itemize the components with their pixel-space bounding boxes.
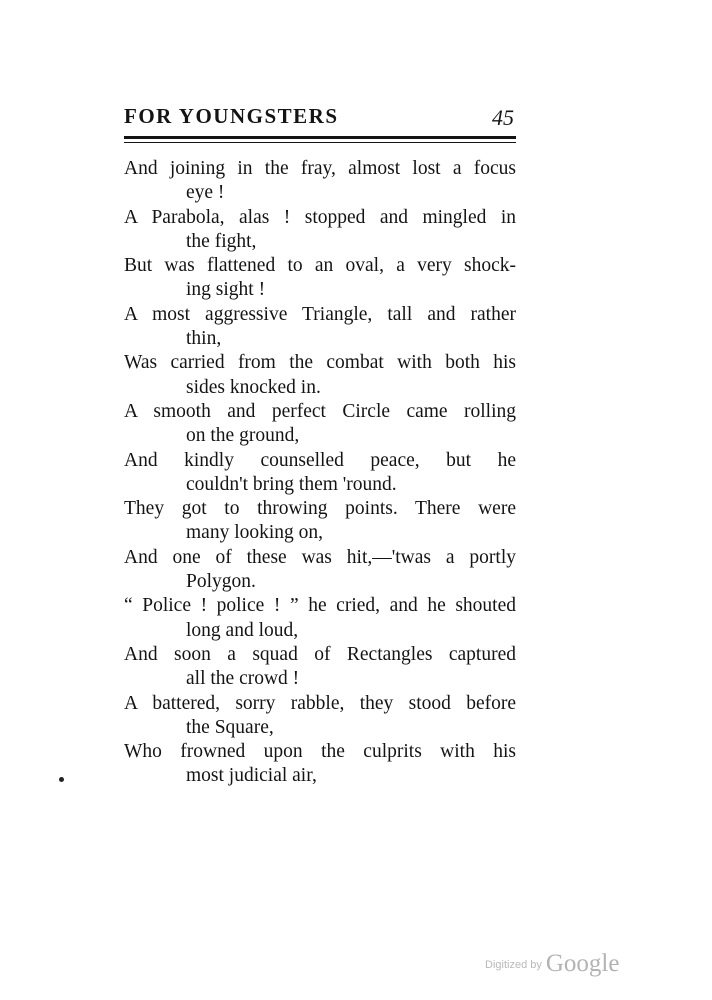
page-header <box>124 104 514 134</box>
poem-line-continuation: the Square, <box>186 716 274 738</box>
poem-line-continuation: most judicial air, <box>186 765 317 787</box>
poem-line: “ Police ! police ! ” he cried, and he shouted <box>124 595 516 617</box>
poem-body <box>124 157 516 789</box>
watermark-prefix: Digitized by <box>485 959 542 971</box>
poem-line: But was flattened to an oval, a very shock- <box>124 255 516 277</box>
poem-line-continuation: long and loud, <box>186 619 299 641</box>
header-rule-thin <box>124 142 516 143</box>
poem-line: A Parabola, alas ! stopped and mingled in <box>124 206 516 228</box>
poem-line: And kindly counselled peace, but he <box>124 449 516 471</box>
header-rule-thick <box>124 136 516 139</box>
poem-line-continuation: Polygon. <box>186 571 256 593</box>
poem-line-continuation: on the ground, <box>186 425 300 447</box>
poem-line: A battered, sorry rabble, they stood before <box>124 692 516 714</box>
page-number: 45 <box>492 105 514 130</box>
google-logo: Google <box>545 950 620 977</box>
poem-line: Who frowned upon the culprits with his <box>124 741 516 763</box>
poem-line: And joining in the fray, almost lost a focus <box>124 158 516 179</box>
poem-line-continuation: couldn't bring them 'round. <box>186 473 397 495</box>
poem-line-continuation: all the crowd ! <box>186 668 300 690</box>
poem-line-continuation: thin, <box>186 328 222 350</box>
poem-line-continuation: many looking on, <box>186 522 324 544</box>
running-head: FOR YOUNGSTERS <box>124 104 339 128</box>
poem-line: A most aggressive Triangle, tall and rather <box>124 303 516 325</box>
digitized-watermark <box>485 950 619 978</box>
poem-line-continuation: ing sight ! <box>186 279 266 301</box>
poem-line: And one of these was hit,—'twas a portly <box>124 546 516 568</box>
poem-line: A smooth and perfect Circle came rolling <box>124 400 516 422</box>
poem-line: And soon a squad of Rectangles captured <box>124 643 516 665</box>
poem-line-continuation: the fight, <box>186 230 257 252</box>
poem-line-continuation: sides knocked in. <box>186 376 321 398</box>
poem-line-continuation: eye ! <box>186 182 225 204</box>
ink-speck <box>59 777 64 782</box>
poem-line: Was carried from the combat with both his <box>124 352 516 374</box>
poem-line: They got to throwing points. There were <box>124 498 516 520</box>
